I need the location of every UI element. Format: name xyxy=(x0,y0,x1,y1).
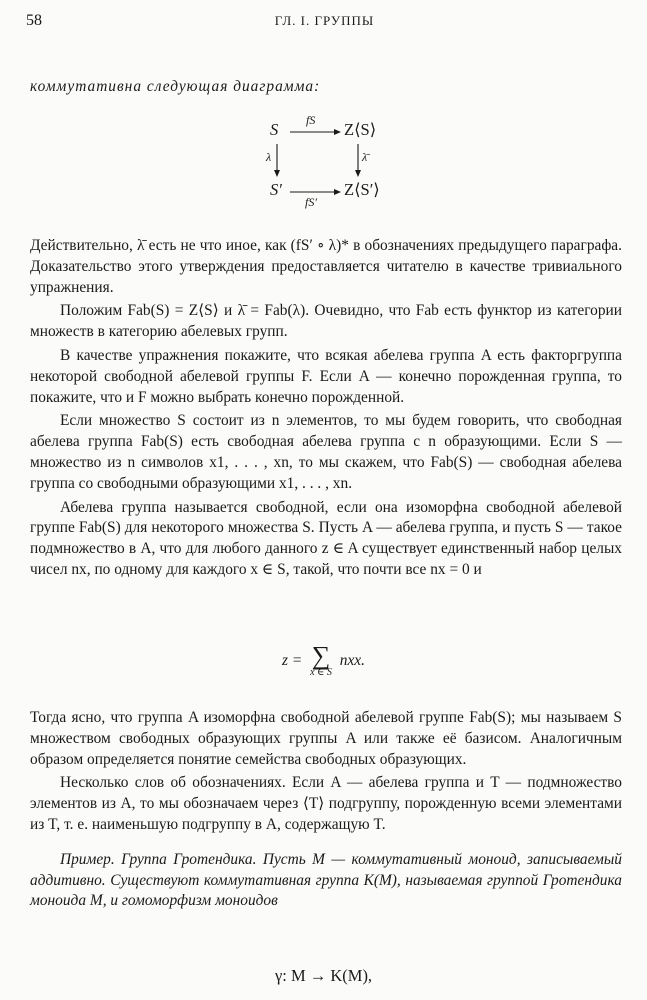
left-arrowhead xyxy=(274,170,280,177)
intro-line: коммутативна следующая диаграмма: xyxy=(30,78,321,95)
bottom-arrow-label: fS′ xyxy=(305,195,317,209)
paragraph: Положим Fab(S) = Z⟨S⟩ и λ̄ = Fab(λ). Очевидно, что Fab есть функтор из категории множеств в категорию абелевых групп. xyxy=(30,302,622,341)
sum-left: z = xyxy=(281,652,303,669)
diagram-node-top-left: S xyxy=(270,120,279,139)
diagram-node-bottom-right: Z⟨S′⟩ xyxy=(344,180,380,199)
paragraph: Действительно, λ̄ есть не что иное, как (fS′ ∘ λ)* в обозначениях предыдущего параграфа. Доказательство этого утверждения предоставляется читателю в качестве тривиального упражнения. xyxy=(30,237,622,296)
sum-operator xyxy=(310,641,332,678)
sum-sign: ∑ xyxy=(311,641,331,670)
sum-equation xyxy=(0,641,647,678)
sum-body: nxx. xyxy=(339,652,365,669)
sum-index: x ∈ S xyxy=(310,667,332,678)
commutative-diagram xyxy=(262,112,412,212)
page-number: 58 xyxy=(26,12,42,29)
paragraph: Абелева группа называется свободной, если она изоморфна свободной абелевой группе Fab(S) для некоторого множества S. Пусть A — абелева группа, и пусть S — такое подмножество в A, что для любого данного z ∈ A существует единственный набор целых чисел nx, по одному для каждого x ∈ S, такой, что почти все nx = 0 и xyxy=(30,498,622,578)
grothendieck-map: γ: M → K(M), xyxy=(274,966,373,985)
example-paragraph: Пример. Группа Гротендика. Пусть M — коммутативный моноид, записываемый аддитивно. Существуют коммутативная группа K(M), называемая группой Гротендика моноида M, и гомоморфизм моноидов xyxy=(30,850,622,910)
diagram-node-top-right: Z⟨S⟩ xyxy=(344,120,377,139)
text-block-1 xyxy=(30,236,622,581)
diagram-node-bottom-left: S′ xyxy=(270,180,282,199)
paragraph: Несколько слов об обозначениях. Если A — абелева группа и T — подмножество элементов из A, то мы обозначаем через ⟨T⟩ подгруппу, порожденную всеми элементами из T, т. е. наименьшую подгруппу в A, содержащую T. xyxy=(30,774,622,833)
running-head: ГЛ. I. ГРУППЫ xyxy=(274,13,375,28)
bottom-arrowhead xyxy=(334,189,341,195)
text-block-2 xyxy=(30,708,622,912)
page-header xyxy=(26,12,623,34)
diagram-arrows xyxy=(262,112,412,212)
top-arrowhead xyxy=(334,129,341,135)
top-arrow-label: fS xyxy=(306,113,316,127)
paragraph: Если множество S состоит из n элементов, то мы будем говорить, что свободная абелева группа Fab(S) есть свободная абелева группа с n образующими. Если S — множество из n символов x1, . . . , xn, то мы скажем, что Fab(S) — свободная абелева группа со свободными образующими x1, . . . , xn. xyxy=(30,412,622,492)
right-arrowhead xyxy=(355,170,361,177)
paragraph: Тогда ясно, что группа A изоморфна свободной абелевой группе Fab(S); мы называем S множеством свободных образующих группы A или также её базисом. Аналогичным образом определяется понятие семейства свободных образующих. xyxy=(30,709,622,768)
paragraph: В качестве упражнения покажите, что всякая абелева группа A есть факторгруппа некоторой свободной абелевой группы F. Если A — конечно порожденная группа, то покажите, что и F можно выбрать конечно порожденной. xyxy=(30,346,622,406)
left-arrow-label: λ xyxy=(266,150,272,164)
right-arrow-label: λ̄ xyxy=(362,150,368,164)
